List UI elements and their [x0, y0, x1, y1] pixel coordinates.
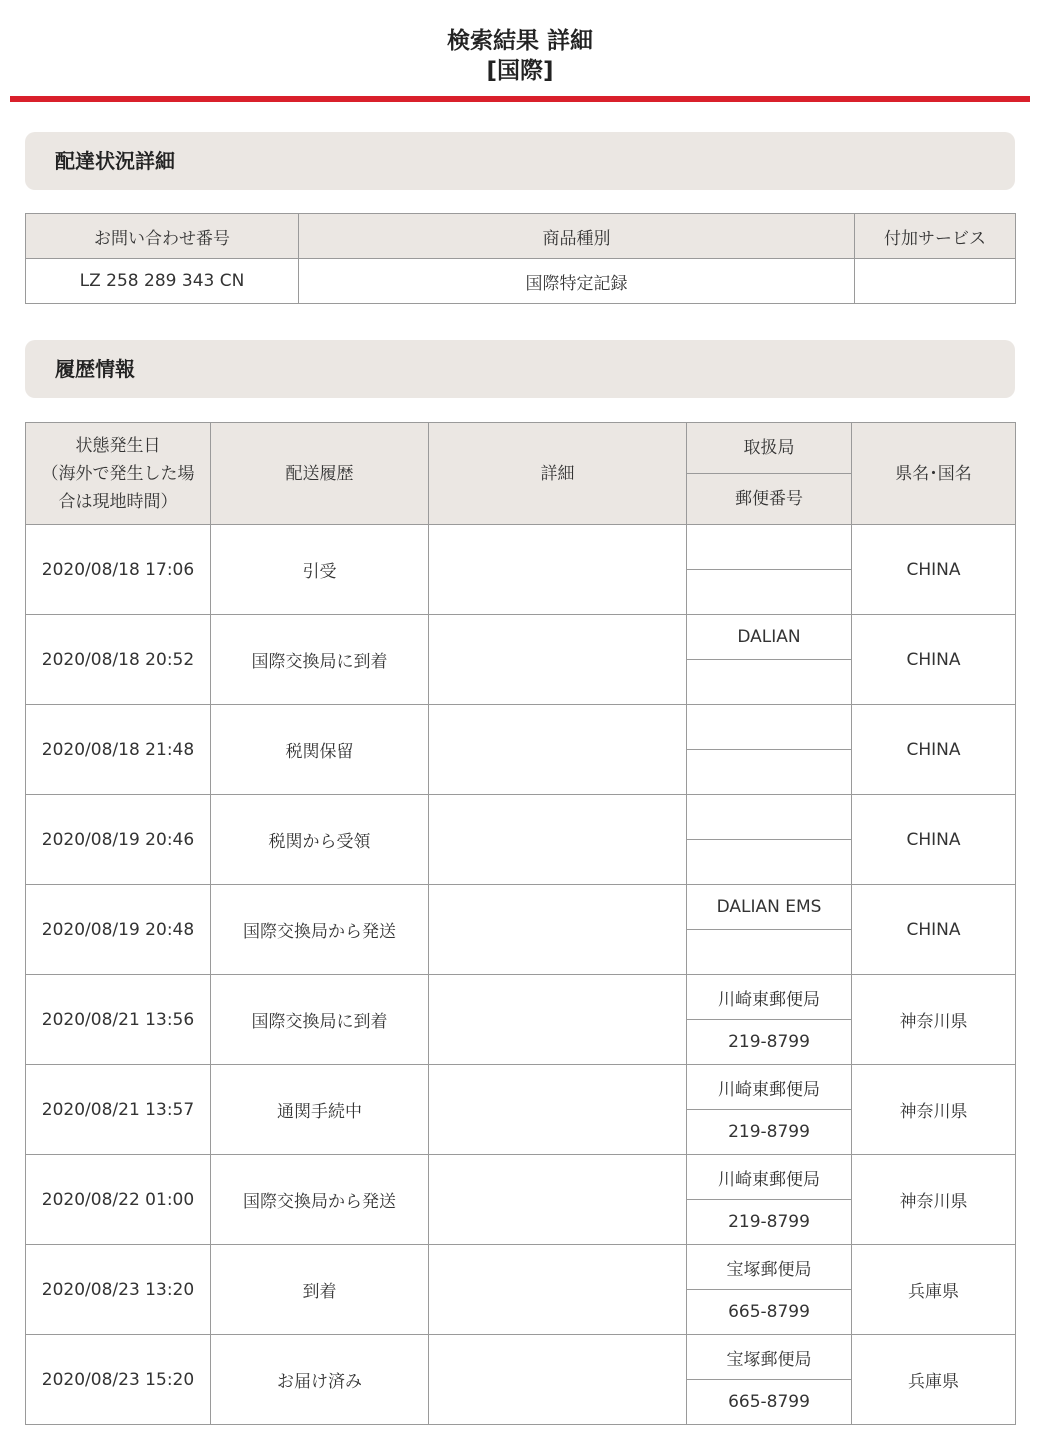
page-title-line2: [国際]	[486, 58, 554, 84]
history-status: 国際交換局から発送	[211, 1155, 429, 1245]
history-date: 2020/08/18 17:06	[26, 525, 211, 615]
history-detail	[429, 1065, 687, 1155]
summary-col-additional-service: 付加サービス	[855, 214, 1016, 259]
history-col-region: 県名･国名	[852, 423, 1016, 525]
history-row	[26, 615, 1016, 660]
history-row	[26, 1155, 1016, 1200]
history-row	[26, 975, 1016, 1020]
history-region: CHINA	[852, 795, 1016, 885]
history-office: DALIAN EMS	[687, 885, 852, 930]
summary-col-tracking-number: お問い合わせ番号	[26, 214, 299, 259]
history-detail	[429, 1155, 687, 1245]
history-col-date-line3: 合は現地時間）	[58, 491, 178, 512]
history-detail	[429, 705, 687, 795]
summary-table	[25, 213, 1016, 304]
history-detail	[429, 885, 687, 975]
history-detail	[429, 1245, 687, 1335]
history-postal	[687, 660, 852, 705]
history-postal: 219-8799	[687, 1110, 852, 1155]
history-row	[26, 1335, 1016, 1380]
history-row	[26, 525, 1016, 570]
history-header-row	[26, 423, 1016, 474]
section-header-delivery-status: 配達状況詳細	[25, 132, 1015, 190]
history-date: 2020/08/21 13:57	[26, 1065, 211, 1155]
history-table	[25, 422, 1016, 1425]
summary-row	[26, 259, 1016, 304]
history-region: 神奈川県	[852, 1155, 1016, 1245]
history-row	[26, 885, 1016, 930]
history-office	[687, 705, 852, 750]
history-status: 引受	[211, 525, 429, 615]
history-col-history: 配送履歴	[211, 423, 429, 525]
additional-service	[855, 259, 1016, 304]
history-office: 宝塚郵便局	[687, 1335, 852, 1380]
history-date: 2020/08/23 13:20	[26, 1245, 211, 1335]
history-date: 2020/08/18 20:52	[26, 615, 211, 705]
history-region: CHINA	[852, 525, 1016, 615]
history-row	[26, 705, 1016, 750]
history-status: 国際交換局から発送	[211, 885, 429, 975]
history-region: CHINA	[852, 615, 1016, 705]
history-date: 2020/08/19 20:48	[26, 885, 211, 975]
summary-header-row	[26, 214, 1016, 259]
history-region: 神奈川県	[852, 975, 1016, 1065]
history-detail	[429, 1335, 687, 1425]
history-postal: 219-8799	[687, 1200, 852, 1245]
history-region: 兵庫県	[852, 1245, 1016, 1335]
history-date: 2020/08/18 21:48	[26, 705, 211, 795]
history-status: 国際交換局に到着	[211, 615, 429, 705]
history-status: 税関から受領	[211, 795, 429, 885]
history-col-detail: 詳細	[429, 423, 687, 525]
history-col-office: 取扱局	[687, 423, 852, 474]
history-office: 川崎東郵便局	[687, 975, 852, 1020]
section-header-history: 履歴情報	[25, 340, 1015, 398]
history-postal: 665-8799	[687, 1290, 852, 1335]
history-date: 2020/08/21 13:56	[26, 975, 211, 1065]
history-region: 兵庫県	[852, 1335, 1016, 1425]
history-col-postal: 郵便番号	[687, 474, 852, 525]
history-postal	[687, 570, 852, 615]
history-status: 到着	[211, 1245, 429, 1335]
product-type: 国際特定記録	[299, 259, 855, 304]
history-region: CHINA	[852, 885, 1016, 975]
history-row	[26, 1245, 1016, 1290]
page-title-line1: 検索結果 詳細	[446, 28, 593, 54]
history-postal: 665-8799	[687, 1380, 852, 1425]
history-office: DALIAN	[687, 615, 852, 660]
history-detail	[429, 975, 687, 1065]
history-status: 国際交換局に到着	[211, 975, 429, 1065]
history-status: 通関手続中	[211, 1065, 429, 1155]
history-office: 川崎東郵便局	[687, 1065, 852, 1110]
tracking-number: LZ 258 289 343 CN	[26, 259, 299, 304]
page-header	[0, 0, 1040, 96]
history-office	[687, 525, 852, 570]
history-postal	[687, 750, 852, 795]
history-status: 税関保留	[211, 705, 429, 795]
history-col-date-line1: 状態発生日	[75, 435, 161, 456]
history-detail	[429, 615, 687, 705]
history-region: 神奈川県	[852, 1065, 1016, 1155]
header-divider	[10, 96, 1030, 102]
history-detail	[429, 525, 687, 615]
summary-col-product-type: 商品種別	[299, 214, 855, 259]
history-postal	[687, 840, 852, 885]
history-date: 2020/08/23 15:20	[26, 1335, 211, 1425]
history-detail	[429, 795, 687, 885]
history-row	[26, 1065, 1016, 1110]
history-col-date	[26, 423, 211, 525]
history-date: 2020/08/19 20:46	[26, 795, 211, 885]
history-row	[26, 795, 1016, 840]
history-office: 川崎東郵便局	[687, 1155, 852, 1200]
page-title	[0, 26, 1040, 86]
history-date: 2020/08/22 01:00	[26, 1155, 211, 1245]
history-col-date-line2: （海外で発生した場	[41, 463, 195, 484]
history-postal	[687, 930, 852, 975]
history-office	[687, 795, 852, 840]
history-postal: 219-8799	[687, 1020, 852, 1065]
history-office: 宝塚郵便局	[687, 1245, 852, 1290]
history-region: CHINA	[852, 705, 1016, 795]
history-status: お届け済み	[211, 1335, 429, 1425]
